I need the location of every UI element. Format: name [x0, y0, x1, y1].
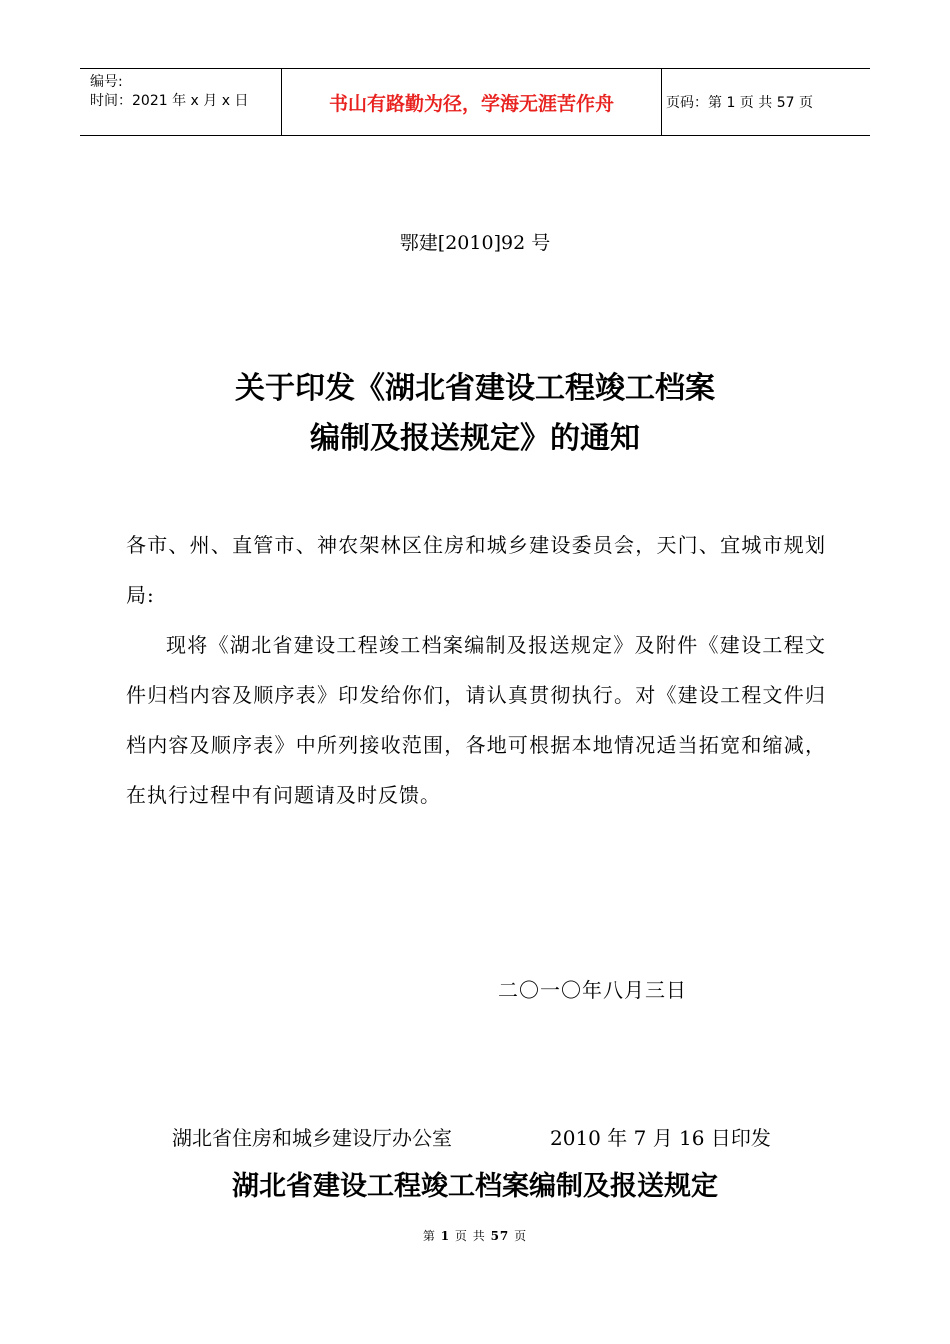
addressee: 各市、州、直管市、神农架林区住房和城乡建设委员会，天门、宜城市规划局:: [126, 533, 826, 607]
footer-total-pages: 57: [490, 1229, 510, 1243]
header-motto-cell: [282, 69, 662, 135]
number-label: 编号:: [90, 74, 123, 90]
time-label: 时间：2021 年 x 月 x 日: [90, 93, 249, 109]
title-line-1: 关于印发《湖北省建设工程竣工档案: [235, 371, 715, 406]
document-title: [0, 364, 950, 464]
footer-middle: 页 共: [454, 1229, 486, 1243]
document-number: 鄂建[2010]92 号: [399, 232, 551, 254]
document-body: [126, 520, 826, 820]
header-meta-cell: [80, 69, 282, 135]
regulation-title: 湖北省建设工程竣工档案编制及报送规定: [232, 1171, 718, 1202]
signing-date: 二〇一〇年八月三日: [498, 978, 687, 1002]
issuer-office: 湖北省住房和城乡建设厅办公室: [172, 1126, 452, 1150]
body-paragraph: 现将《湖北省建设工程竣工档案编制及报送规定》及附件《建设工程文件归档内容及顺序表》印发给你们，请认真贯彻执行。对《建设工程文件归档内容及顺序表》中所列接收范围，各地可根据本地情况适当拓宽和缩减，在执行过程中有问题请及时反馈。: [126, 633, 826, 807]
footer-suffix: 页: [514, 1229, 528, 1243]
title-line-2: 编制及报送规定》的通知: [310, 421, 640, 456]
page-footer: [0, 1227, 950, 1244]
page-info: 页码：第 1 页 共 57 页: [666, 95, 813, 111]
header-table: [80, 68, 870, 136]
footer-prefix: 第: [422, 1229, 436, 1243]
header-page-cell: [662, 69, 870, 135]
issue-date: 2010 年 7 月 16 日印发: [550, 1126, 771, 1150]
motto-text: 书山有路勤为径，学海无涯苦作舟: [328, 92, 614, 115]
footer-page-number: 1: [440, 1229, 451, 1243]
